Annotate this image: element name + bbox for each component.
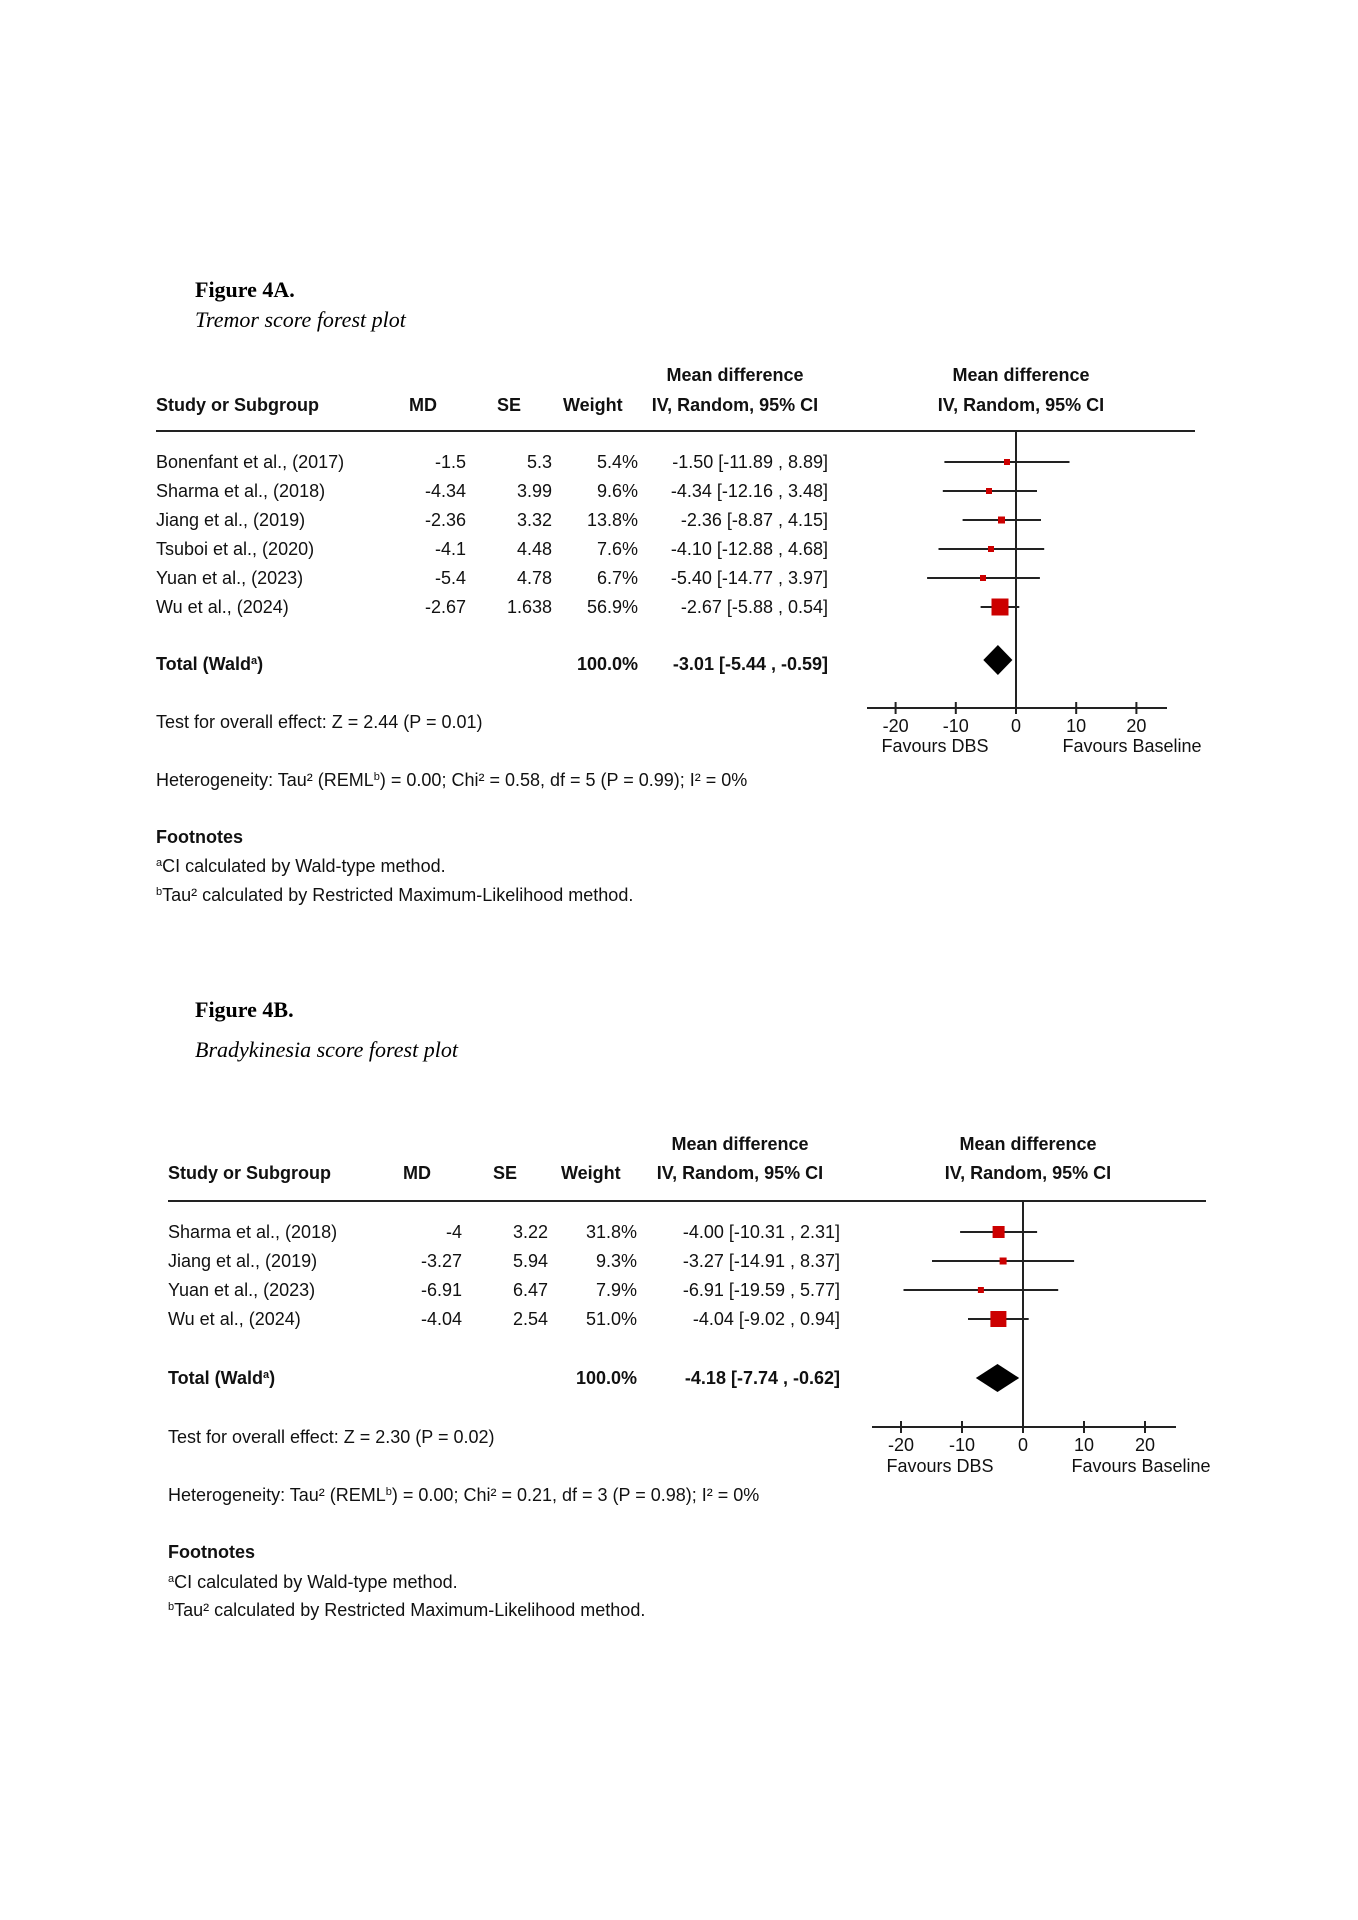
weight-value: 51.0% bbox=[585, 1309, 637, 1329]
footnote-a-text: CI calculated by Wald-type method. bbox=[162, 856, 446, 876]
total-weight: 100.0% bbox=[575, 1368, 637, 1388]
study-name: Jiang et al., (2019) bbox=[156, 510, 306, 530]
ci-value: -4.10 [-12.88 , 4.68] bbox=[670, 539, 828, 559]
study-marker bbox=[978, 1287, 984, 1293]
se-value: 6.47 bbox=[512, 1280, 548, 1300]
md-value: -2.67 bbox=[424, 597, 466, 617]
test-overall-effect: Test for overall effect: Z = 2.30 (P = 0.02) bbox=[168, 1427, 495, 1447]
footnotes-title: Footnotes bbox=[156, 827, 243, 847]
header-ci-line2: IV, Random, 95% CI bbox=[651, 395, 819, 415]
md-value: -4.1 bbox=[434, 539, 466, 559]
total-ci: -3.01 [-5.44 , -0.59] bbox=[672, 654, 828, 674]
md-value: -4.34 bbox=[424, 481, 466, 501]
tick-label: 10 bbox=[1066, 716, 1087, 736]
study-name: Wu et al., (2024) bbox=[168, 1309, 301, 1329]
tick-label: -10 bbox=[942, 716, 969, 736]
header-plot-line2: IV, Random, 95% CI bbox=[937, 395, 1105, 415]
pooled-diamond bbox=[976, 1364, 1019, 1392]
se-value: 4.78 bbox=[516, 568, 552, 588]
header-study: Study or Subgroup bbox=[156, 395, 319, 415]
tick-label: 20 bbox=[1126, 716, 1147, 736]
figure-label: Figure 4A. bbox=[195, 277, 295, 302]
total-weight: 100.0% bbox=[576, 654, 638, 674]
heterogeneity-post: ) = 0.00; Chi² = 0.21, df = 3 (P = 0.98); I² = 0% bbox=[391, 1485, 760, 1505]
se-value: 1.638 bbox=[506, 597, 552, 617]
footnote-b-text: Tau² calculated by Restricted Maximum-Likelihood method. bbox=[174, 1600, 646, 1620]
ci-value: -6.91 [-19.59 , 5.77] bbox=[682, 1280, 840, 1300]
weight-value: 7.6% bbox=[596, 539, 638, 559]
header-ci-line2: IV, Random, 95% CI bbox=[656, 1163, 824, 1183]
study-name: Sharma et al., (2018) bbox=[168, 1222, 338, 1242]
footnote-marker-a: a bbox=[262, 1369, 270, 1381]
total-label-end: ) bbox=[269, 1368, 276, 1388]
se-value: 5.3 bbox=[526, 452, 552, 472]
se-value: 5.94 bbox=[512, 1251, 548, 1271]
weight-value: 9.3% bbox=[595, 1251, 637, 1271]
favours-left-label: Favours DBS bbox=[886, 1456, 994, 1476]
figure-subtitle: Tremor score forest plot bbox=[195, 307, 406, 332]
total-label-text: Total (Wald bbox=[156, 654, 251, 674]
tick-label: 20 bbox=[1134, 1435, 1156, 1455]
footnotes-title: Footnotes bbox=[168, 1542, 255, 1562]
study-name: Sharma et al., (2018) bbox=[156, 481, 326, 501]
ci-value: -2.36 [-8.87 , 4.15] bbox=[680, 510, 828, 530]
weight-value: 9.6% bbox=[596, 481, 638, 501]
se-value: 3.99 bbox=[516, 481, 552, 501]
study-marker bbox=[1000, 1258, 1007, 1265]
md-value: -4.04 bbox=[420, 1309, 462, 1329]
md-value: -6.91 bbox=[420, 1280, 462, 1300]
tick-label: 10 bbox=[1073, 1435, 1095, 1455]
footnote-b-text: Tau² calculated by Restricted Maximum-Likelihood method. bbox=[162, 885, 634, 905]
heterogeneity-pre: Heterogeneity: Tau² (REML bbox=[168, 1485, 386, 1505]
ci-value: -3.27 [-14.91 , 8.37] bbox=[682, 1251, 840, 1271]
header-ci-line1: Mean difference bbox=[666, 365, 804, 385]
ci-value: -1.50 [-11.89 , 8.89] bbox=[672, 452, 828, 472]
study-name: Tsuboi et al., (2020) bbox=[156, 539, 315, 559]
total-ci: -4.18 [-7.74 , -0.62] bbox=[684, 1368, 840, 1388]
weight-value: 56.9% bbox=[586, 597, 638, 617]
figure-subtitle: Bradykinesia score forest plot bbox=[195, 1037, 458, 1062]
study-name: Wu et al., (2024) bbox=[156, 597, 289, 617]
study-name: Yuan et al., (2023) bbox=[168, 1280, 316, 1300]
md-value: -4 bbox=[445, 1222, 462, 1242]
header-md: MD bbox=[403, 1163, 431, 1183]
header-se: SE bbox=[497, 395, 522, 415]
total-label-text: Total (Wald bbox=[168, 1368, 263, 1388]
md-value: -1.5 bbox=[434, 452, 466, 472]
md-value: -2.36 bbox=[424, 510, 466, 530]
tick-label: 0 bbox=[1017, 1435, 1029, 1455]
study-markers bbox=[978, 1226, 1007, 1327]
total-label-end: ) bbox=[257, 654, 264, 674]
ci-value: -4.04 [-9.02 , 0.94] bbox=[692, 1309, 840, 1329]
header-md: MD bbox=[409, 395, 437, 415]
weight-value: 31.8% bbox=[585, 1222, 637, 1242]
se-value: 4.48 bbox=[516, 539, 552, 559]
header-study: Study or Subgroup bbox=[168, 1163, 331, 1183]
favours-right-label: Favours Baseline bbox=[1062, 736, 1202, 756]
figure-label: Figure 4B. bbox=[195, 997, 294, 1022]
tick-label: 0 bbox=[1010, 716, 1022, 736]
footnote-marker-b: b bbox=[385, 1486, 392, 1498]
md-value: -5.4 bbox=[434, 568, 466, 588]
header-se: SE bbox=[493, 1163, 518, 1183]
study-name: Bonenfant et al., (2017) bbox=[156, 452, 345, 472]
ci-value: -4.34 [-12.16 , 3.48] bbox=[670, 481, 828, 501]
footnote-marker-a: a bbox=[250, 655, 258, 667]
tick-label: -20 bbox=[882, 716, 909, 736]
favours-left-label: Favours DBS bbox=[881, 736, 989, 756]
se-value: 3.32 bbox=[516, 510, 552, 530]
footnote-b-marker: b bbox=[156, 886, 163, 898]
ci-value: -2.67 [-5.88 , 0.54] bbox=[680, 597, 828, 617]
se-value: 2.54 bbox=[512, 1309, 548, 1329]
weight-value: 13.8% bbox=[586, 510, 638, 530]
study-marker bbox=[993, 1226, 1005, 1238]
weight-value: 7.9% bbox=[595, 1280, 637, 1300]
footnote-b-marker: b bbox=[168, 1601, 175, 1613]
md-value: -3.27 bbox=[420, 1251, 462, 1271]
header-plot-line1: Mean difference bbox=[952, 365, 1090, 385]
header-weight: Weight bbox=[563, 395, 623, 415]
weight-value: 5.4% bbox=[596, 452, 638, 472]
tick-label: -20 bbox=[887, 1435, 915, 1455]
header-ci-line1: Mean difference bbox=[671, 1134, 809, 1154]
ci-value: -5.40 [-14.77 , 3.97] bbox=[670, 568, 828, 588]
tick-label: -10 bbox=[948, 1435, 976, 1455]
footnote-a-marker: a bbox=[168, 1573, 175, 1585]
ci-value: -4.00 [-10.31 , 2.31] bbox=[682, 1222, 840, 1242]
footnote-marker-b: b bbox=[373, 771, 380, 783]
heterogeneity-pre: Heterogeneity: Tau² (REML bbox=[156, 770, 374, 790]
study-name: Yuan et al., (2023) bbox=[156, 568, 304, 588]
test-overall-effect: Test for overall effect: Z = 2.44 (P = 0.01) bbox=[156, 712, 483, 732]
study-marker bbox=[990, 1311, 1006, 1327]
heterogeneity-post: ) = 0.00; Chi² = 0.58, df = 5 (P = 0.99); I² = 0% bbox=[379, 770, 748, 790]
favours-right-label: Favours Baseline bbox=[1071, 1456, 1211, 1476]
footnote-a-text: CI calculated by Wald-type method. bbox=[174, 1572, 458, 1592]
study-ci-lines bbox=[904, 1232, 1075, 1319]
header-plot-line1: Mean difference bbox=[959, 1134, 1097, 1154]
header-weight: Weight bbox=[561, 1163, 621, 1183]
weight-value: 6.7% bbox=[596, 568, 638, 588]
header-plot-line2: IV, Random, 95% CI bbox=[944, 1163, 1112, 1183]
se-value: 3.22 bbox=[512, 1222, 548, 1242]
footnote-a-marker: a bbox=[156, 857, 163, 869]
study-name: Jiang et al., (2019) bbox=[168, 1251, 318, 1271]
